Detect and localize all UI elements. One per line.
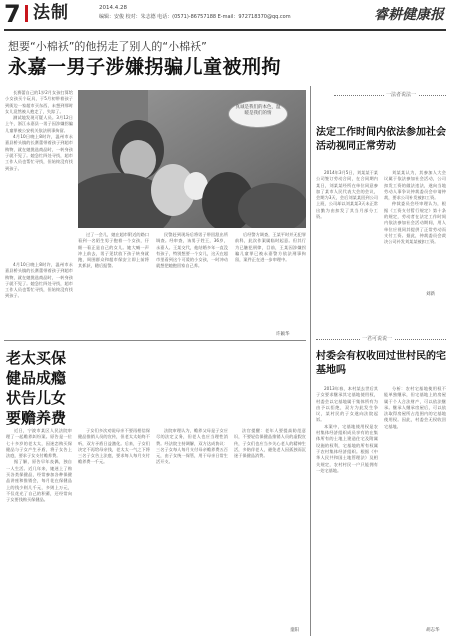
- lead-body-col3: [156, 232, 228, 338]
- bottom-paragraph: 子女们多次劝说母亲不要再相信保健品推销人员的宣传，但老太太始终不听，双方矛盾日益激化。后来，子女们决定不再给母亲钱，老太太一气之下将三名子女告上法庭，要求每人每月支付赡养费一千元。: [78, 428, 150, 465]
- lead-body-col1: [5, 90, 73, 258]
- page-header: [0, 0, 450, 28]
- lead-paragraph: 4月10日晚上8时许，温州市永嘉县桥头镇的长赛蕾带着孩子到超市购物，就在她挑选商品时，一转身孩子就不见了。她急忙四处寻找，超市工作人员也帮忙寻找，但始终没有找到孩子。: [5, 134, 73, 171]
- right-story-2-paragraph: 本案中，宅基地使用权是农村集体经济组织成员享有的在集体所有的土地上建造住宅及附属设施的权利，宅基地的所有权属于农村集体经济组织。根据《中华人民共和国土地管理法》及相关规定，农村村民一户只能拥有一处宅基地。: [316, 423, 378, 473]
- right-story-1-paragraph: 刘某某认为，其参加人大会议属于依法参加社会活动，公司扣发工资的做法违法，遂向当地劳动人事争议仲裁委员会申请仲裁，要求公司补发被扣工资。: [384, 170, 446, 201]
- lead-paragraph: 测试地发现可疑人员。3月12日上午，浙江永嘉县一男子因涉嫌拐骗儿童罪被公安机关依法刑事拘留。: [5, 115, 73, 133]
- header-rule: [4, 29, 446, 31]
- lead-body-col2: [78, 232, 149, 338]
- bottom-headline-text: 老太买保健品成瘾 状告儿女要赡养费: [6, 349, 67, 427]
- right-story-2-headline: 村委会有权收回过世村民的宅基地吗: [316, 351, 446, 376]
- bottom-body-col4: [234, 428, 306, 628]
- lead-photo: [78, 90, 306, 228]
- right-story-2-paragraph: 2013年春，本村某去世后其子女要求继承其宅基地使用权，村委会以宅基地属于集体所有为由予以拒绝，双方为此发生争议，某村民的子女遂向法院起诉。: [316, 386, 378, 423]
- tag-label: 一法者说法一: [386, 92, 417, 98]
- lead-paragraph: 4月10日晚上8时许，温州市永嘉县桥头镇的长赛蕾带着孩子到超市购物，就在她挑选商品时，一转身孩子就不见了。她急忙四处寻找，超市工作人员也帮忙寻找，但始终没有找到孩子。: [5, 262, 73, 299]
- lead-paragraph: 过了一会儿，她在超市附近的路口看到一名陌生男子抱着一个女孩，仔细一看正是自己的女儿。她大喊一声冲上前去，男子见状放下孩子转身就跑，周围群众和超市保安立即上前将其抓获，随后报警。: [78, 232, 149, 269]
- right-story-1-body-a: [316, 170, 378, 292]
- section-divider: [4, 340, 306, 341]
- bottom-body-col2: [78, 428, 150, 636]
- right-tag-2: [316, 334, 446, 344]
- bottom-byline: 童阳: [290, 628, 299, 633]
- right-story-2-body-b: [384, 386, 446, 626]
- bottom-paragraph: 近日，宁波市某区人民法院审理了一起赡养纠纷案。原告是一位七十多岁的老太太，因迷恋购买保健品与子女产生矛盾，将子女告上法庭，要求子女支付赡养费。: [6, 428, 72, 459]
- header-editor-line: 编辑：安俊 校对：朱志德 电话：(0571)-86757188 E-mail：972718370@qq.com: [99, 14, 291, 20]
- bottom-paragraph: 法官提醒：老年人要提高防范意识，不要轻信保健品推销人员的虚假宣传，子女们也应当多关心老人的精神生活，多陪伴老人，避免老人因孤独而沉迷于保健品消费。: [234, 428, 306, 459]
- lead-byline: 许颖华: [276, 332, 290, 337]
- column-divider: [310, 86, 311, 636]
- masthead-logo: 睿耕健康报: [374, 7, 444, 23]
- bottom-paragraph: 据了解，原告早年丧偶，独自一人生活。近几年来，她迷上了购买各类保健品，经常参加各种保健品讲座和推销会，每月花在保健品上的钱少则几千元，多则上万元，不仅花光了自己的积蓄，还经常向子女要钱购买保健品。: [6, 459, 72, 503]
- lead-kicker: 想要“小棉袄”的他拐走了别人的“小棉袄”: [8, 40, 207, 53]
- page-number: 7: [4, 0, 21, 28]
- photo-caption: 真诚是我们的本色，温暖是我们的情: [235, 105, 281, 116]
- right-story-1-body-b: [384, 170, 446, 292]
- lead-paragraph: 后经警方调查，王某平时并无犯罪前科，此次作案属临时起意。但其行为已触犯刑律，目前，王某因涉嫌拐骗儿童罪已被永嘉警方依法刑事拘留，案件正在进一步审理中。: [235, 232, 306, 263]
- header-date: 2014.4.28: [99, 5, 127, 11]
- right-story-2-paragraph: 分析：农村宅基地使用权不能单独继承，但宅基地上的房屋属于个人合法财产，可以依法继承。继承人继承房屋后，可以依法取得房屋所占范围内的宅基地使用权。因此，村委会无权收回宅基地。: [384, 386, 446, 429]
- lead-headline: 永嘉一男子涉嫌拐骗儿童被刑拘: [8, 56, 282, 78]
- bottom-body-col1: [6, 428, 72, 636]
- section-name: 法制: [33, 3, 69, 23]
- section-accent-bar: [25, 5, 28, 22]
- bottom-body-col3: [156, 428, 228, 636]
- bottom-headline: [6, 348, 72, 428]
- right-tag-1: [236, 90, 446, 100]
- right-story-2-byline: 胡志华: [426, 628, 440, 633]
- bottom-paragraph: 法院审理认为，赡养父母是子女应尽的法定义务，但老人也应当理性消费。经法院主持调解，双方达成协议：三名子女每人每月支付母亲赡养费五百元，由子女统一保管，用于母亲日常生活开支。: [156, 428, 228, 465]
- right-story-1-byline: 刘新: [426, 292, 435, 297]
- right-story-1-paragraph: 2014年3月5日，刘某某于某公司签订劳动合同，在合同期内某日，刘某某经所在单位同意参加了某市人民代表大会的会议，会期为3天，会后刘某某回到公司上班，公司却以刘某某3天未正常出勤为由扣发了其当月部分工资。: [316, 170, 378, 220]
- lead-paragraph: 民警赶到现场后将男子带回派出所调查。经审查，该男子姓王，36岁，永嘉人。王某交代，他结婚多年一直没有孩子，特别想要一个女儿，这天在超市里看到这个可爱的小女孩，一时冲动就想把她抱回家自己养。: [156, 232, 228, 269]
- tag-label: 一君可说说一: [362, 336, 393, 342]
- right-story-2-body-a: [316, 386, 378, 632]
- lead-body-col4: [235, 232, 306, 330]
- right-story-1-headline: 法定工作时间内依法参加社会活动视同正常劳动: [316, 127, 446, 152]
- right-story-1-paragraph: 仲裁委员会经审理认为，根据《工资支付暂行规定》第十条的规定，劳动者在法定工作时间内依法参加社会活动期间，用人单位应视同其提供了正常劳动而支付工资。据此，仲裁委员会裁决公司补发刘某某被扣工资。: [384, 201, 446, 245]
- lead-body-col1-cont: [5, 262, 73, 338]
- lead-paragraph: 长赛蕾自己的1岁2月女孩打算给小女孩买个玩具，于5月初带着孩子到街边一家超市买东西，未想到那时女儿竟然被人抱走了，失踪了。: [5, 90, 73, 114]
